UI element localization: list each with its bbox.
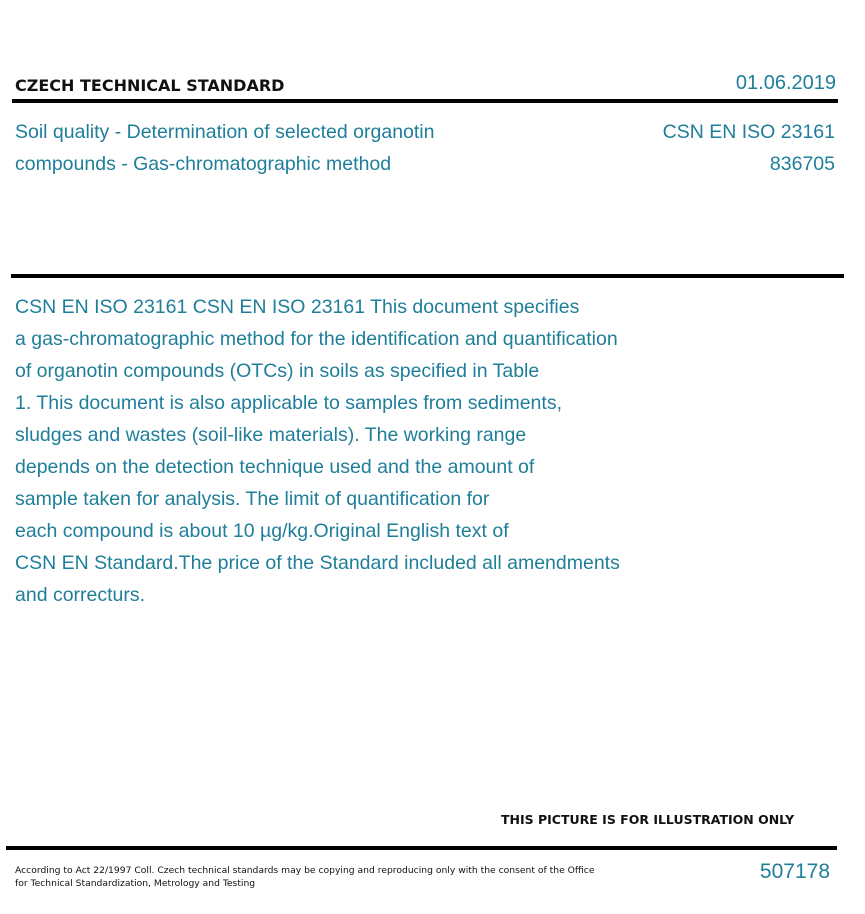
standard-code: CSN EN ISO 23161 [662, 121, 835, 143]
standard-codes [663, 116, 835, 180]
section-divider [11, 274, 844, 278]
standard-label: CZECH TECHNICAL STANDARD [15, 76, 285, 95]
abstract-text: CSN EN ISO 23161 CSN EN ISO 23161 This document specifies a gas-chromatographic method for the identification and quantification of organotin compounds (OTCs) in soils as specified in Table 1. This document is also applicable to samples from sediments, sludges and wastes (soil-like materials). The working range depends on the detection technique used and the amount of sample taken for analysis. The limit of quantification for each compound is about 10 µg/kg.Original English text of CSN EN Standard.The price of the Standard included all amendments and correcturs. [15, 296, 620, 606]
illustration-note: THIS PICTURE IS FOR ILLUSTRATION ONLY [501, 812, 795, 827]
legal-notice: According to Act 22/1997 Coll. Czech technical standards may be copying and reproducing only with the consent of the Office for Technical Standardization, Metrology and Testing [15, 865, 595, 889]
publication-date: 01.06.2019 [735, 72, 836, 94]
document-number: 507178 [759, 860, 830, 883]
footer-divider [6, 846, 837, 850]
standard-title: Soil quality - Determination of selected organotin compounds - Gas-chromatographic method [15, 121, 435, 175]
header-divider [12, 99, 838, 103]
class-number: 836705 [769, 153, 835, 175]
